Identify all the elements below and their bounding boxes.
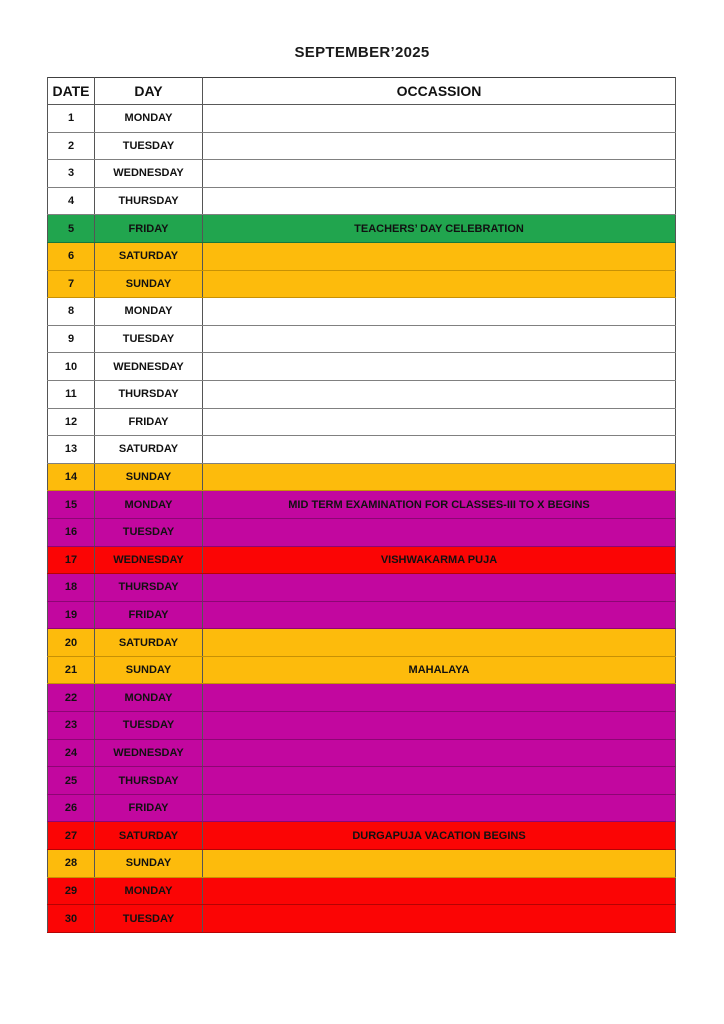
header-day: DAY	[95, 78, 203, 105]
date-cell: 22	[48, 684, 95, 712]
day-cell: SATURDAY	[95, 242, 203, 270]
day-cell: SATURDAY	[95, 822, 203, 850]
table-row	[48, 684, 676, 712]
occasion-cell: TEACHERS’ DAY CELEBRATION	[203, 215, 676, 243]
table-row	[48, 905, 676, 933]
page-title: SEPTEMBER’2025	[294, 44, 430, 61]
table-row	[48, 712, 676, 740]
table-row	[48, 601, 676, 629]
occasion-cell	[203, 712, 676, 740]
date-cell: 5	[48, 215, 95, 243]
day-cell: WEDNESDAY	[95, 739, 203, 767]
header-occasion: OCCASSION	[203, 78, 676, 105]
date-cell: 11	[48, 380, 95, 408]
occasion-cell	[203, 684, 676, 712]
day-cell: WEDNESDAY	[95, 546, 203, 574]
table-row	[48, 574, 676, 602]
table-row	[48, 160, 676, 188]
date-cell: 17	[48, 546, 95, 574]
day-cell: TUESDAY	[95, 132, 203, 160]
occasion-cell	[203, 739, 676, 767]
table-row	[48, 518, 676, 546]
date-cell: 10	[48, 353, 95, 381]
date-cell: 1	[48, 105, 95, 133]
occasion-cell	[203, 794, 676, 822]
date-cell: 21	[48, 656, 95, 684]
day-cell: FRIDAY	[95, 215, 203, 243]
table-row	[48, 739, 676, 767]
day-cell: THURSDAY	[95, 380, 203, 408]
table-row	[48, 325, 676, 353]
occasion-cell	[203, 353, 676, 381]
header-row	[48, 78, 676, 105]
occasion-cell: MAHALAYA	[203, 656, 676, 684]
date-cell: 24	[48, 739, 95, 767]
date-cell: 13	[48, 436, 95, 464]
table-row	[48, 491, 676, 519]
table-row	[48, 436, 676, 464]
table-row	[48, 215, 676, 243]
table-row	[48, 629, 676, 657]
day-cell: MONDAY	[95, 105, 203, 133]
date-cell: 27	[48, 822, 95, 850]
occasion-cell	[203, 463, 676, 491]
occasion-cell	[203, 905, 676, 933]
date-cell: 14	[48, 463, 95, 491]
day-cell: TUESDAY	[95, 518, 203, 546]
date-cell: 20	[48, 629, 95, 657]
table-row	[48, 767, 676, 795]
table-row	[48, 408, 676, 436]
occasion-cell	[203, 574, 676, 602]
occasion-cell	[203, 298, 676, 326]
table-row	[48, 353, 676, 381]
day-cell: SATURDAY	[95, 629, 203, 657]
day-cell: SUNDAY	[95, 270, 203, 298]
occasion-cell	[203, 877, 676, 905]
day-cell: THURSDAY	[95, 767, 203, 795]
date-cell: 9	[48, 325, 95, 353]
day-cell: WEDNESDAY	[95, 353, 203, 381]
day-cell: FRIDAY	[95, 408, 203, 436]
occasion-cell: MID TERM EXAMINATION FOR CLASSES-III TO X BEGINS	[203, 491, 676, 519]
day-cell: MONDAY	[95, 491, 203, 519]
occasion-cell	[203, 767, 676, 795]
day-cell: SATURDAY	[95, 436, 203, 464]
date-cell: 30	[48, 905, 95, 933]
day-cell: THURSDAY	[95, 574, 203, 602]
day-cell: THURSDAY	[95, 187, 203, 215]
table-row	[48, 546, 676, 574]
occasion-cell: DURGAPUJA VACATION BEGINS	[203, 822, 676, 850]
date-cell: 26	[48, 794, 95, 822]
table-row	[48, 463, 676, 491]
day-cell: WEDNESDAY	[95, 160, 203, 188]
table-row	[48, 105, 676, 133]
table-row	[48, 187, 676, 215]
occasion-cell: VISHWAKARMA PUJA	[203, 546, 676, 574]
occasion-cell	[203, 132, 676, 160]
date-cell: 29	[48, 877, 95, 905]
table-row	[48, 656, 676, 684]
occasion-cell	[203, 436, 676, 464]
date-cell: 12	[48, 408, 95, 436]
table-row	[48, 242, 676, 270]
day-cell: MONDAY	[95, 298, 203, 326]
day-cell: MONDAY	[95, 877, 203, 905]
header-date: DATE	[48, 78, 95, 105]
occasion-cell	[203, 408, 676, 436]
day-cell: FRIDAY	[95, 794, 203, 822]
table-row	[48, 298, 676, 326]
day-cell: TUESDAY	[95, 712, 203, 740]
table-row	[48, 822, 676, 850]
date-cell: 25	[48, 767, 95, 795]
table-row	[48, 794, 676, 822]
table-row	[48, 270, 676, 298]
date-cell: 18	[48, 574, 95, 602]
occasion-cell	[203, 629, 676, 657]
date-cell: 7	[48, 270, 95, 298]
date-cell: 2	[48, 132, 95, 160]
occasion-cell	[203, 325, 676, 353]
occasion-cell	[203, 380, 676, 408]
date-cell: 4	[48, 187, 95, 215]
date-cell: 23	[48, 712, 95, 740]
day-cell: MONDAY	[95, 684, 203, 712]
occasion-cell	[203, 242, 676, 270]
occasion-cell	[203, 105, 676, 133]
date-cell: 19	[48, 601, 95, 629]
date-cell: 6	[48, 242, 95, 270]
date-cell: 28	[48, 850, 95, 878]
occasion-cell	[203, 518, 676, 546]
calendar-table	[47, 77, 676, 933]
date-cell: 8	[48, 298, 95, 326]
occasion-cell	[203, 601, 676, 629]
date-cell: 16	[48, 518, 95, 546]
table-row	[48, 380, 676, 408]
day-cell: TUESDAY	[95, 905, 203, 933]
date-cell: 15	[48, 491, 95, 519]
day-cell: SUNDAY	[95, 463, 203, 491]
day-cell: FRIDAY	[95, 601, 203, 629]
occasion-cell	[203, 270, 676, 298]
table-row	[48, 850, 676, 878]
day-cell: TUESDAY	[95, 325, 203, 353]
occasion-cell	[203, 187, 676, 215]
calendar-table-body	[48, 105, 676, 933]
occasion-cell	[203, 160, 676, 188]
occasion-cell	[203, 850, 676, 878]
day-cell: SUNDAY	[95, 850, 203, 878]
table-row	[48, 132, 676, 160]
day-cell: SUNDAY	[95, 656, 203, 684]
calendar-table-header	[48, 78, 676, 105]
table-row	[48, 877, 676, 905]
date-cell: 3	[48, 160, 95, 188]
